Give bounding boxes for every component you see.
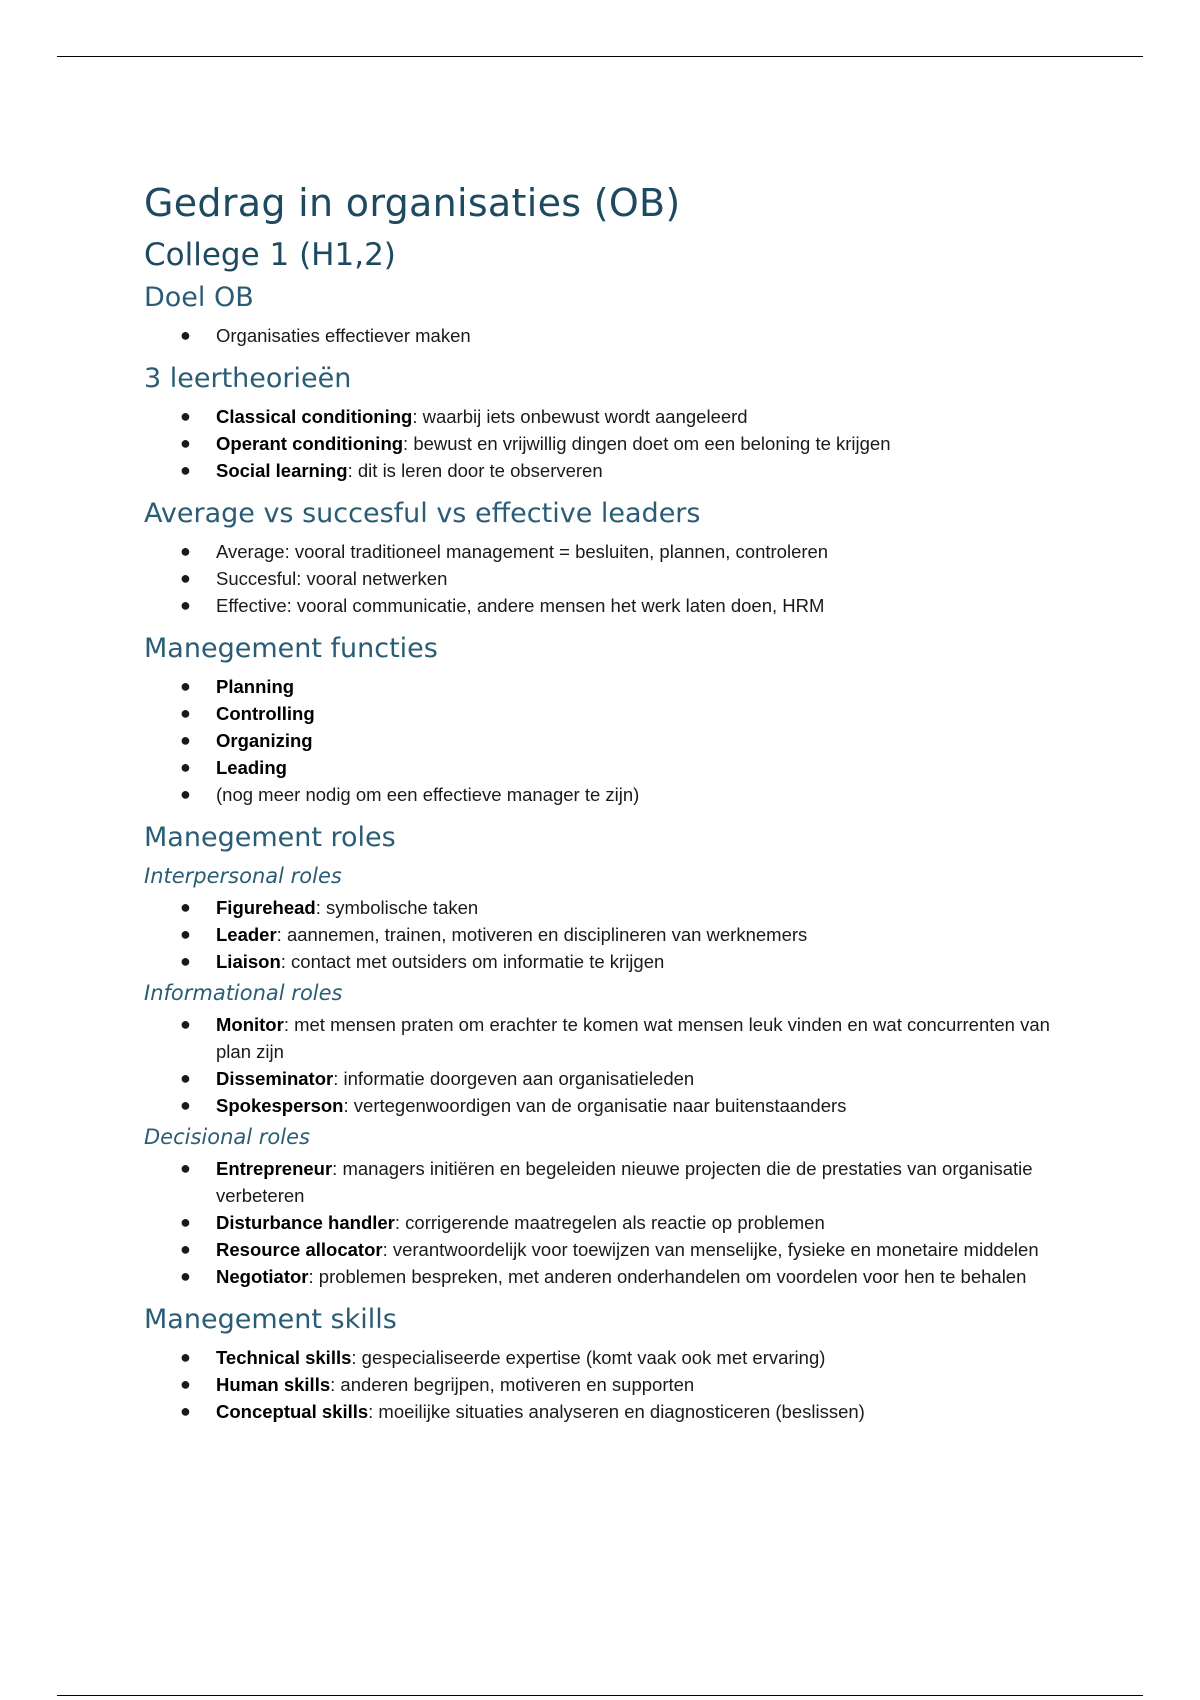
bullet-icon: ● [180,460,191,480]
list-item [144,1398,1064,1425]
list-item [144,1263,1064,1290]
list-item [144,1236,1064,1263]
bullet-icon: ● [180,541,191,561]
list-item [144,430,1064,457]
list-skills [144,1344,1064,1425]
list-item-text: : corrigerende maatregelen als reactie op problemen [394,1212,825,1233]
list-item-term: Leading [216,757,287,778]
section-heading-leaders: Average vs succesful vs effective leaders [144,498,701,529]
list-item [144,727,1064,754]
list-item-text: : anderen begrijpen, motiveren en supporten [330,1374,695,1395]
list-item-text: : dit is leren door te observeren [347,460,603,481]
bullet-icon: ● [180,730,191,750]
list-item [144,921,1064,948]
list-item [144,754,1064,781]
list-item-term: Leader [216,924,277,945]
list-item-term: Disseminator [216,1068,334,1089]
bullet-icon: ● [180,568,191,588]
list-item-term: Planning [216,676,295,697]
list-leaders [144,538,1064,619]
list-item-text: : informatie doorgeven aan organisatieleden [333,1068,695,1089]
list-item [144,894,1064,921]
list-item [144,457,1064,484]
bullet-icon: ● [180,1239,191,1259]
bullet-icon: ● [180,784,191,804]
header-rule [57,56,1143,57]
list-item [144,700,1064,727]
list-item [144,592,1064,619]
section-heading-skills: Manegement skills [144,1304,397,1335]
list-item-text: : moeilijke situaties analyseren en diagnosticeren (beslissen) [368,1401,865,1422]
section-heading-doel: Doel OB [144,282,254,313]
bullet-icon: ● [180,757,191,777]
bullet-icon: ● [180,924,191,944]
list-item-text: (nog meer nodig om een effectieve manager te zijn) [216,784,640,805]
list-item [144,403,1064,430]
list-item [144,1209,1064,1236]
list-item [144,948,1064,975]
list-item-term: Human skills [216,1374,331,1395]
list-item [144,1065,1064,1092]
list-item-term: Operant conditioning [216,433,404,454]
list-item-text: Organisaties effectiever maken [216,325,471,346]
list-item [144,1155,1064,1209]
document-body [144,178,1064,1425]
bullet-icon: ● [180,1401,191,1421]
section-heading-leertheorieen: 3 leertheorieën [144,363,352,394]
list-interpersonal [144,894,1064,975]
subheading-informational: Informational roles [144,981,343,1005]
bullet-icon: ● [180,406,191,426]
list-informational [144,1011,1064,1119]
list-item [144,1092,1064,1119]
bullet-icon: ● [180,703,191,723]
list-item [144,673,1064,700]
bullet-icon: ● [180,325,191,345]
list-item-text: : symbolische taken [315,897,479,918]
list-item-term: Controlling [216,703,315,724]
list-item [144,1344,1064,1371]
list-item [144,565,1064,592]
list-item-term: Figurehead [216,897,316,918]
list-item-term: Disturbance handler [216,1212,395,1233]
list-item-term: Entrepreneur [216,1158,333,1179]
list-item [144,1371,1064,1398]
bullet-icon: ● [180,595,191,615]
list-item-term: Resource allocator [216,1239,383,1260]
list-functies [144,673,1064,808]
bullet-icon: ● [180,1212,191,1232]
bullet-icon: ● [180,1095,191,1115]
list-item-text: Average: vooral traditioneel management = besluiten, plannen, controleren [216,541,829,562]
list-item-text: : vertegenwoordigen van de organisatie naar buitenstaanders [343,1095,847,1116]
list-item-term: Spokesperson [216,1095,344,1116]
list-item [144,538,1064,565]
subheading-interpersonal: Interpersonal roles [144,864,342,888]
list-leertheorieen [144,403,1064,484]
section-heading-roles: Manegement roles [144,822,396,853]
bullet-icon: ● [180,1014,191,1034]
subheading-decisional: Decisional roles [144,1125,310,1149]
document-title: Gedrag in organisaties (OB) [144,181,681,225]
list-item-text: : aannemen, trainen, motiveren en disciplineren van werknemers [276,924,808,945]
footer-rule [57,1695,1143,1696]
list-item-term: Social learning [216,460,348,481]
bullet-icon: ● [180,1347,191,1367]
bullet-icon: ● [180,1374,191,1394]
list-item-text: Effective: vooral communicatie, andere mensen het werk laten doen, HRM [216,595,825,616]
list-item-text: : gespecialiseerde expertise (komt vaak ook met ervaring) [351,1347,826,1368]
list-item-text: : waarbij iets onbewust wordt aangeleerd [412,406,748,427]
bullet-icon: ● [180,676,191,696]
list-item-term: Organizing [216,730,313,751]
bullet-icon: ● [180,951,191,971]
list-item [144,781,1064,808]
lecture-heading: College 1 (H1,2) [144,237,396,273]
list-item [144,1011,1064,1065]
list-doel [144,322,1064,349]
bullet-icon: ● [180,433,191,453]
list-item-text: : managers initiëren en begeleiden nieuwe projecten die de prestaties van organisatie verbeteren [216,1158,1033,1206]
bullet-icon: ● [180,1158,191,1178]
list-item [144,322,1064,349]
list-item-text: : contact met outsiders om informatie te krijgen [280,951,665,972]
list-item-term: Technical skills [216,1347,352,1368]
list-item-text: : verantwoordelijk voor toewijzen van menselijke, fysieke en monetaire middelen [382,1239,1039,1260]
list-item-text: : problemen bespreken, met anderen onderhandelen om voordelen voor hen te behalen [308,1266,1027,1287]
bullet-icon: ● [180,1068,191,1088]
list-item-term: Negotiator [216,1266,309,1287]
bullet-icon: ● [180,897,191,917]
list-item-term: Classical conditioning [216,406,413,427]
list-item-term: Monitor [216,1014,284,1035]
list-item-text: Succesful: vooral netwerken [216,568,448,589]
list-item-text: : met mensen praten om erachter te komen wat mensen leuk vinden en wat concurrenten van plan zijn [216,1014,1050,1062]
list-decisional [144,1155,1064,1290]
list-item-text: : bewust en vrijwillig dingen doet om een beloning te krijgen [403,433,891,454]
list-item-term: Conceptual skills [216,1401,369,1422]
list-item-term: Liaison [216,951,281,972]
bullet-icon: ● [180,1266,191,1286]
section-heading-functies: Manegement functies [144,633,438,664]
